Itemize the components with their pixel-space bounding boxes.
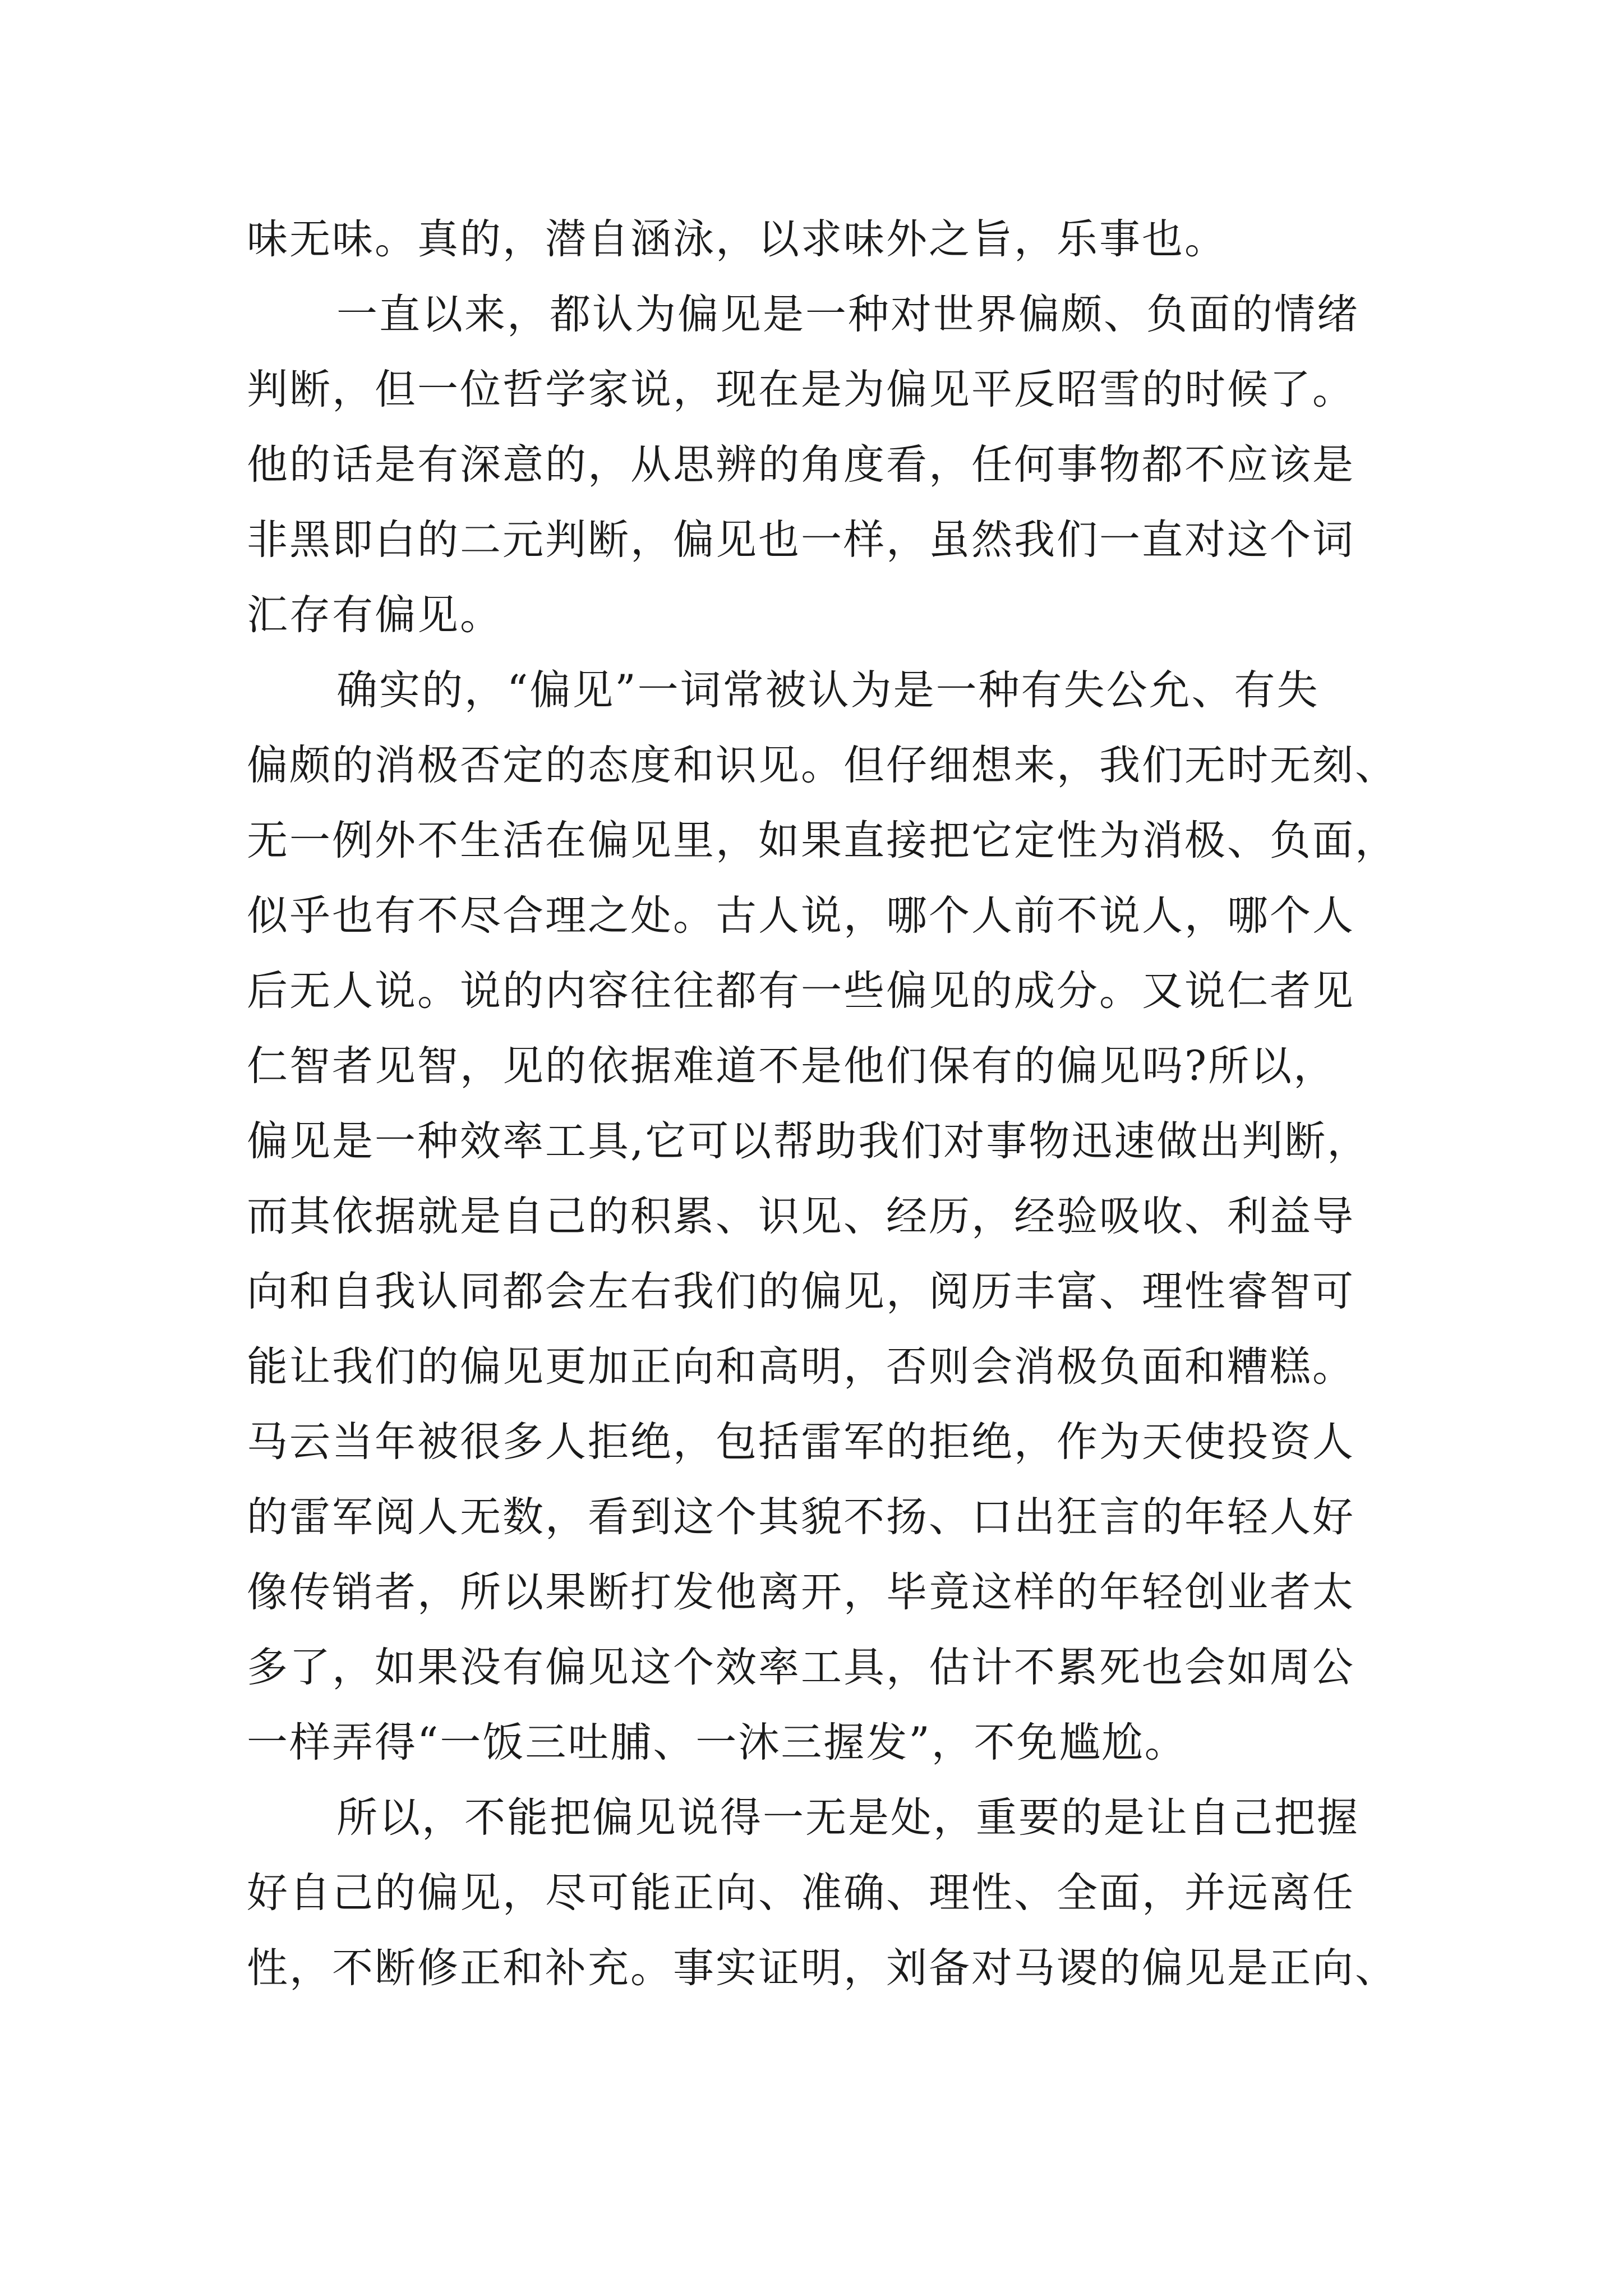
text-line: 像传销者，所以果断打发他离开，毕竟这样的年轻创业者太 — [247, 1568, 1355, 1616]
text-line: 性，不断修正和补充。事实证明，刘备对马谡的偏见是正向、 — [247, 1944, 1398, 1992]
text-line: 向和自我认同都会左右我们的偏见，阅历丰富、理性睿智可 — [247, 1268, 1355, 1315]
text-line: 能让我们的偏见更加正向和高明，否则会消极负面和糟糕。 — [247, 1343, 1355, 1391]
text-line: 一直以来，都认为偏见是一种对世界偏颇、负面的情绪 — [336, 291, 1359, 338]
text-line: 的雷军阅人无数，看到这个其貌不扬、口出狂言的年轻人好 — [247, 1493, 1355, 1541]
text-line: 味无味。真的，潜自涵泳，以求味外之旨，乐事也。 — [247, 215, 1227, 263]
text-line: 仁智者见智，见的依据难道不是他们保有的偏见吗?所以， — [247, 1042, 1336, 1090]
text-line: 好自己的偏见，尽可能正向、准确、理性、全面，并远离任 — [247, 1869, 1355, 1917]
text-line: 马云当年被很多人拒绝，包括雷军的拒绝，作为天使投资人 — [247, 1418, 1355, 1466]
text-line: 一样弄得“一饭三吐脯、一沐三握发”，不免尴尬。 — [247, 1719, 1187, 1766]
text-line: 判断，但一位哲学家说，现在是为偏见平反昭雪的时候了。 — [247, 366, 1355, 413]
text-line: 似乎也有不尽合理之处。古人说，哪个人前不说人，哪个人 — [247, 892, 1355, 940]
text-line: 无一例外不生活在偏见里，如果直接把它定性为消极、负面， — [247, 817, 1398, 864]
text-line: 而其依据就是自己的积累、识见、经历，经验吸收、利益导 — [247, 1193, 1355, 1240]
text-line: 后无人说。说的内容往往都有一些偏见的成分。又说仁者见 — [247, 967, 1355, 1015]
text-line: 非黑即白的二元判断，偏见也一样，虽然我们一直对这个词 — [247, 516, 1355, 564]
text-line: 他的话是有深意的，从思辨的角度看，任何事物都不应该是 — [247, 441, 1355, 489]
text-line: 偏见是一种效率工具,它可以帮助我们对事物迅速做出判断， — [247, 1117, 1370, 1165]
text-line: 多了，如果没有偏见这个效率工具，估计不累死也会如周公 — [247, 1644, 1355, 1691]
body-text — [247, 202, 1398, 2006]
text-line: 汇存有偏见。 — [247, 591, 502, 639]
text-line: 确实的，“偏见”一词常被认为是一种有失公允、有失 — [336, 666, 1320, 714]
text-line: 所以，不能把偏见说得一无是处，重要的是让自己把握 — [336, 1794, 1359, 1842]
text-line: 偏颇的消极否定的态度和识见。但仔细想来，我们无时无刻、 — [247, 742, 1398, 789]
